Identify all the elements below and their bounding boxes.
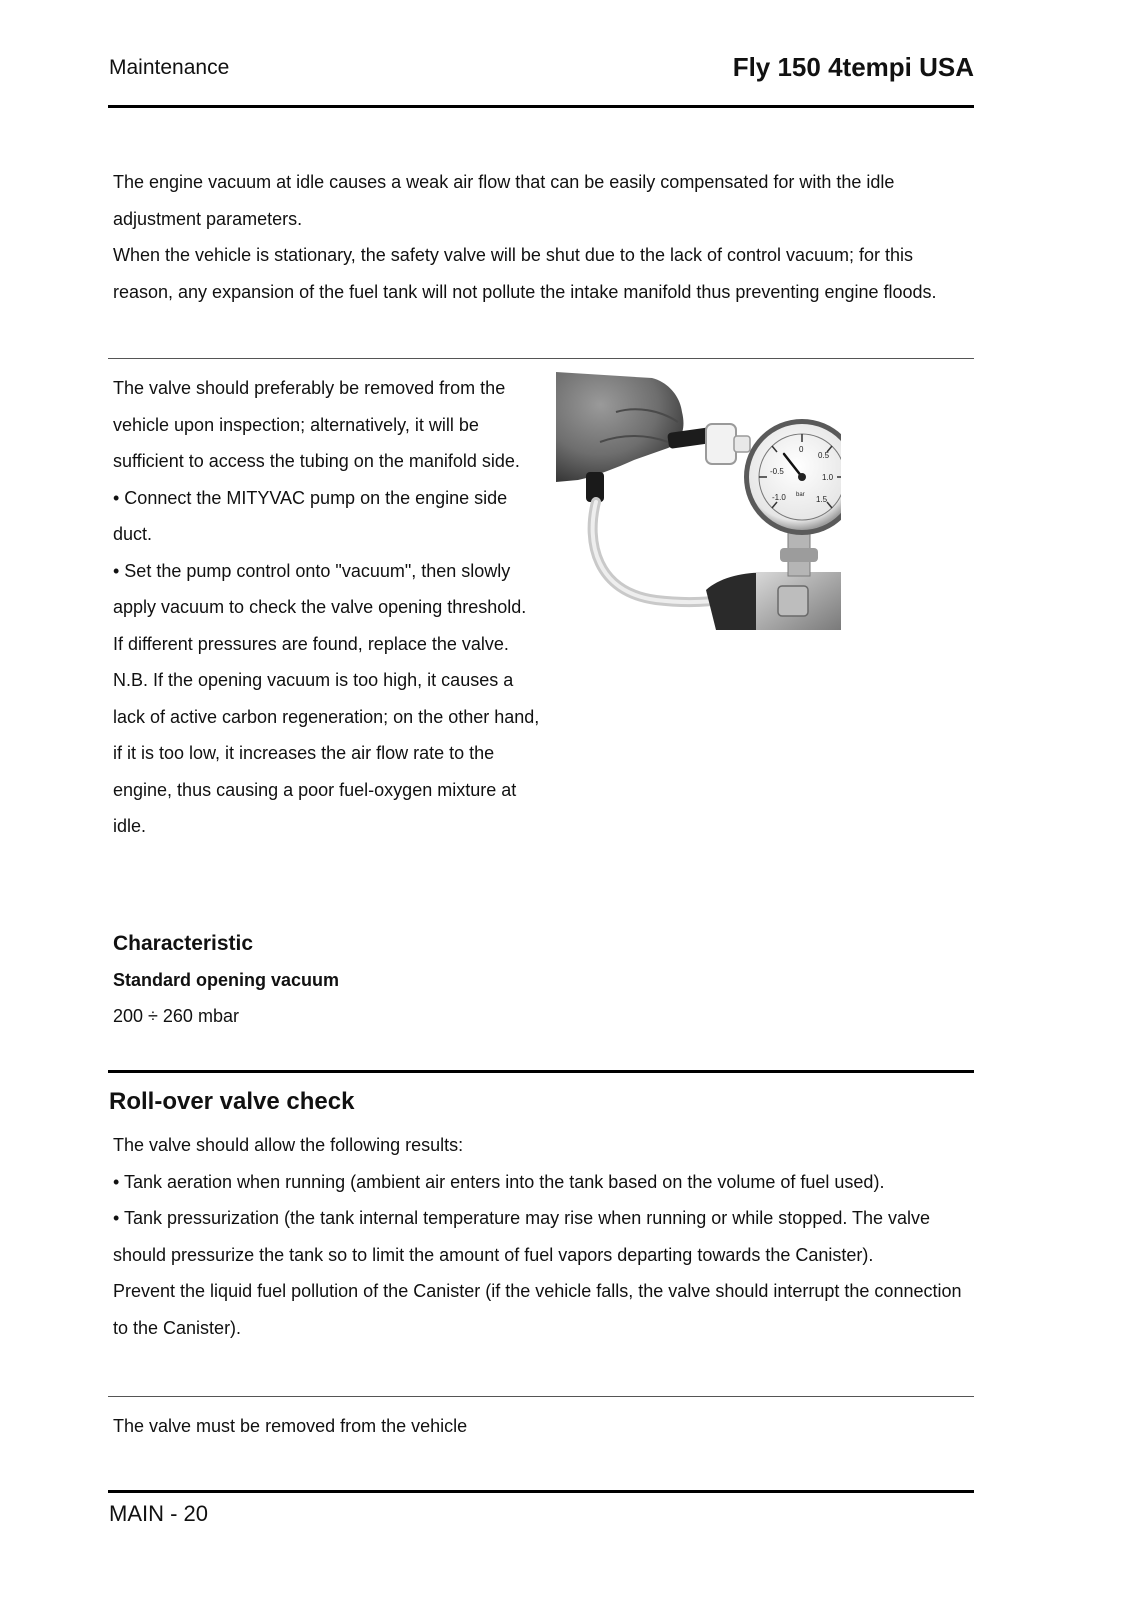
rollover-section-title: Roll-over valve check (109, 1088, 355, 1115)
characteristic-name: Standard opening vacuum (113, 970, 340, 990)
intro-paragraph-1: The engine vacuum at idle causes a weak air flow that can be easily compensated for with the idle adjustment parameters. (113, 172, 895, 229)
rollover-paragraph-4: Prevent the liquid fuel pollution of the Canister (if the vehicle falls, the valve should interrupt the connection to the Canister). (113, 1281, 962, 1338)
rollover-paragraph-5: The valve must be removed from the vehicle (113, 1416, 468, 1436)
rollover-paragraph-2: • Tank aeration when running (ambient air enters into the tank based on the volume of fuel used). (113, 1171, 885, 1192)
intro-paragraph-2: When the vehicle is stationary, the safety valve will be shut due to the lack of control vacuum; for this reason, any expansion of the fuel tank will not pollute the intake manifold thus preventing engine floods. (113, 245, 937, 302)
gauge-label-1-5: 1.5 (816, 495, 828, 504)
rollover-note (113, 1408, 963, 1445)
characteristic-heading: Characteristic (113, 932, 254, 955)
gauge-label-unit: bar (796, 492, 805, 498)
gauge-label-minus-0-5: -0.5 (770, 467, 784, 476)
rollover-paragraph-1: The valve should allow the following results: (113, 1135, 464, 1155)
page-number: MAIN - 20 (109, 1501, 209, 1526)
intro-divider (108, 358, 974, 359)
gauge-label-1-0: 1.0 (822, 473, 834, 482)
gauge-label-0: 0 (799, 445, 804, 454)
footer-divider (108, 1490, 974, 1493)
procedure-text (113, 370, 543, 845)
gauge-label-minus-1-0: -1.0 (772, 493, 786, 502)
header-divider (108, 105, 974, 108)
rollover-divider (108, 1396, 974, 1397)
procedure-paragraph-2: • Connect the MITYVAC pump on the engine side duct. (113, 487, 508, 544)
procedure-paragraph-4: If different pressures are found, replace the valve. (113, 633, 509, 654)
rollover-text (113, 1127, 963, 1346)
gauge-label-0-5: 0.5 (818, 451, 830, 460)
characteristic-value: 200 ÷ 260 mbar (113, 1006, 239, 1026)
procedure-paragraph-1: The valve should preferably be removed from the vehicle upon inspection; alternatively, it will be sufficient to access the tubing on the manifold side. (113, 378, 520, 471)
header-section-title: Maintenance (109, 56, 230, 79)
procedure-paragraph-5: N.B. If the opening vacuum is too high, it causes a lack of active carbon regeneration; on the other hand, if it is too low, it increases the air flow rate to the engine, thus causing a poor fuel-oxygen mixture at idle. (113, 670, 540, 836)
header-model-title: Fly 150 4tempi USA (732, 52, 974, 82)
procedure-paragraph-3: • Set the pump control onto "vacuum", then slowly apply vacuum to check the valve opening threshold. (113, 560, 527, 617)
section-divider (108, 1070, 974, 1073)
rollover-paragraph-3: • Tank pressurization (the tank internal temperature may rise when running or while stopped. The valve should pressurize the tank so to limit the amount of fuel vapors departing towards the Canister). (113, 1208, 931, 1265)
intro-text (113, 164, 973, 310)
mityvac-pump-photo (556, 372, 841, 630)
